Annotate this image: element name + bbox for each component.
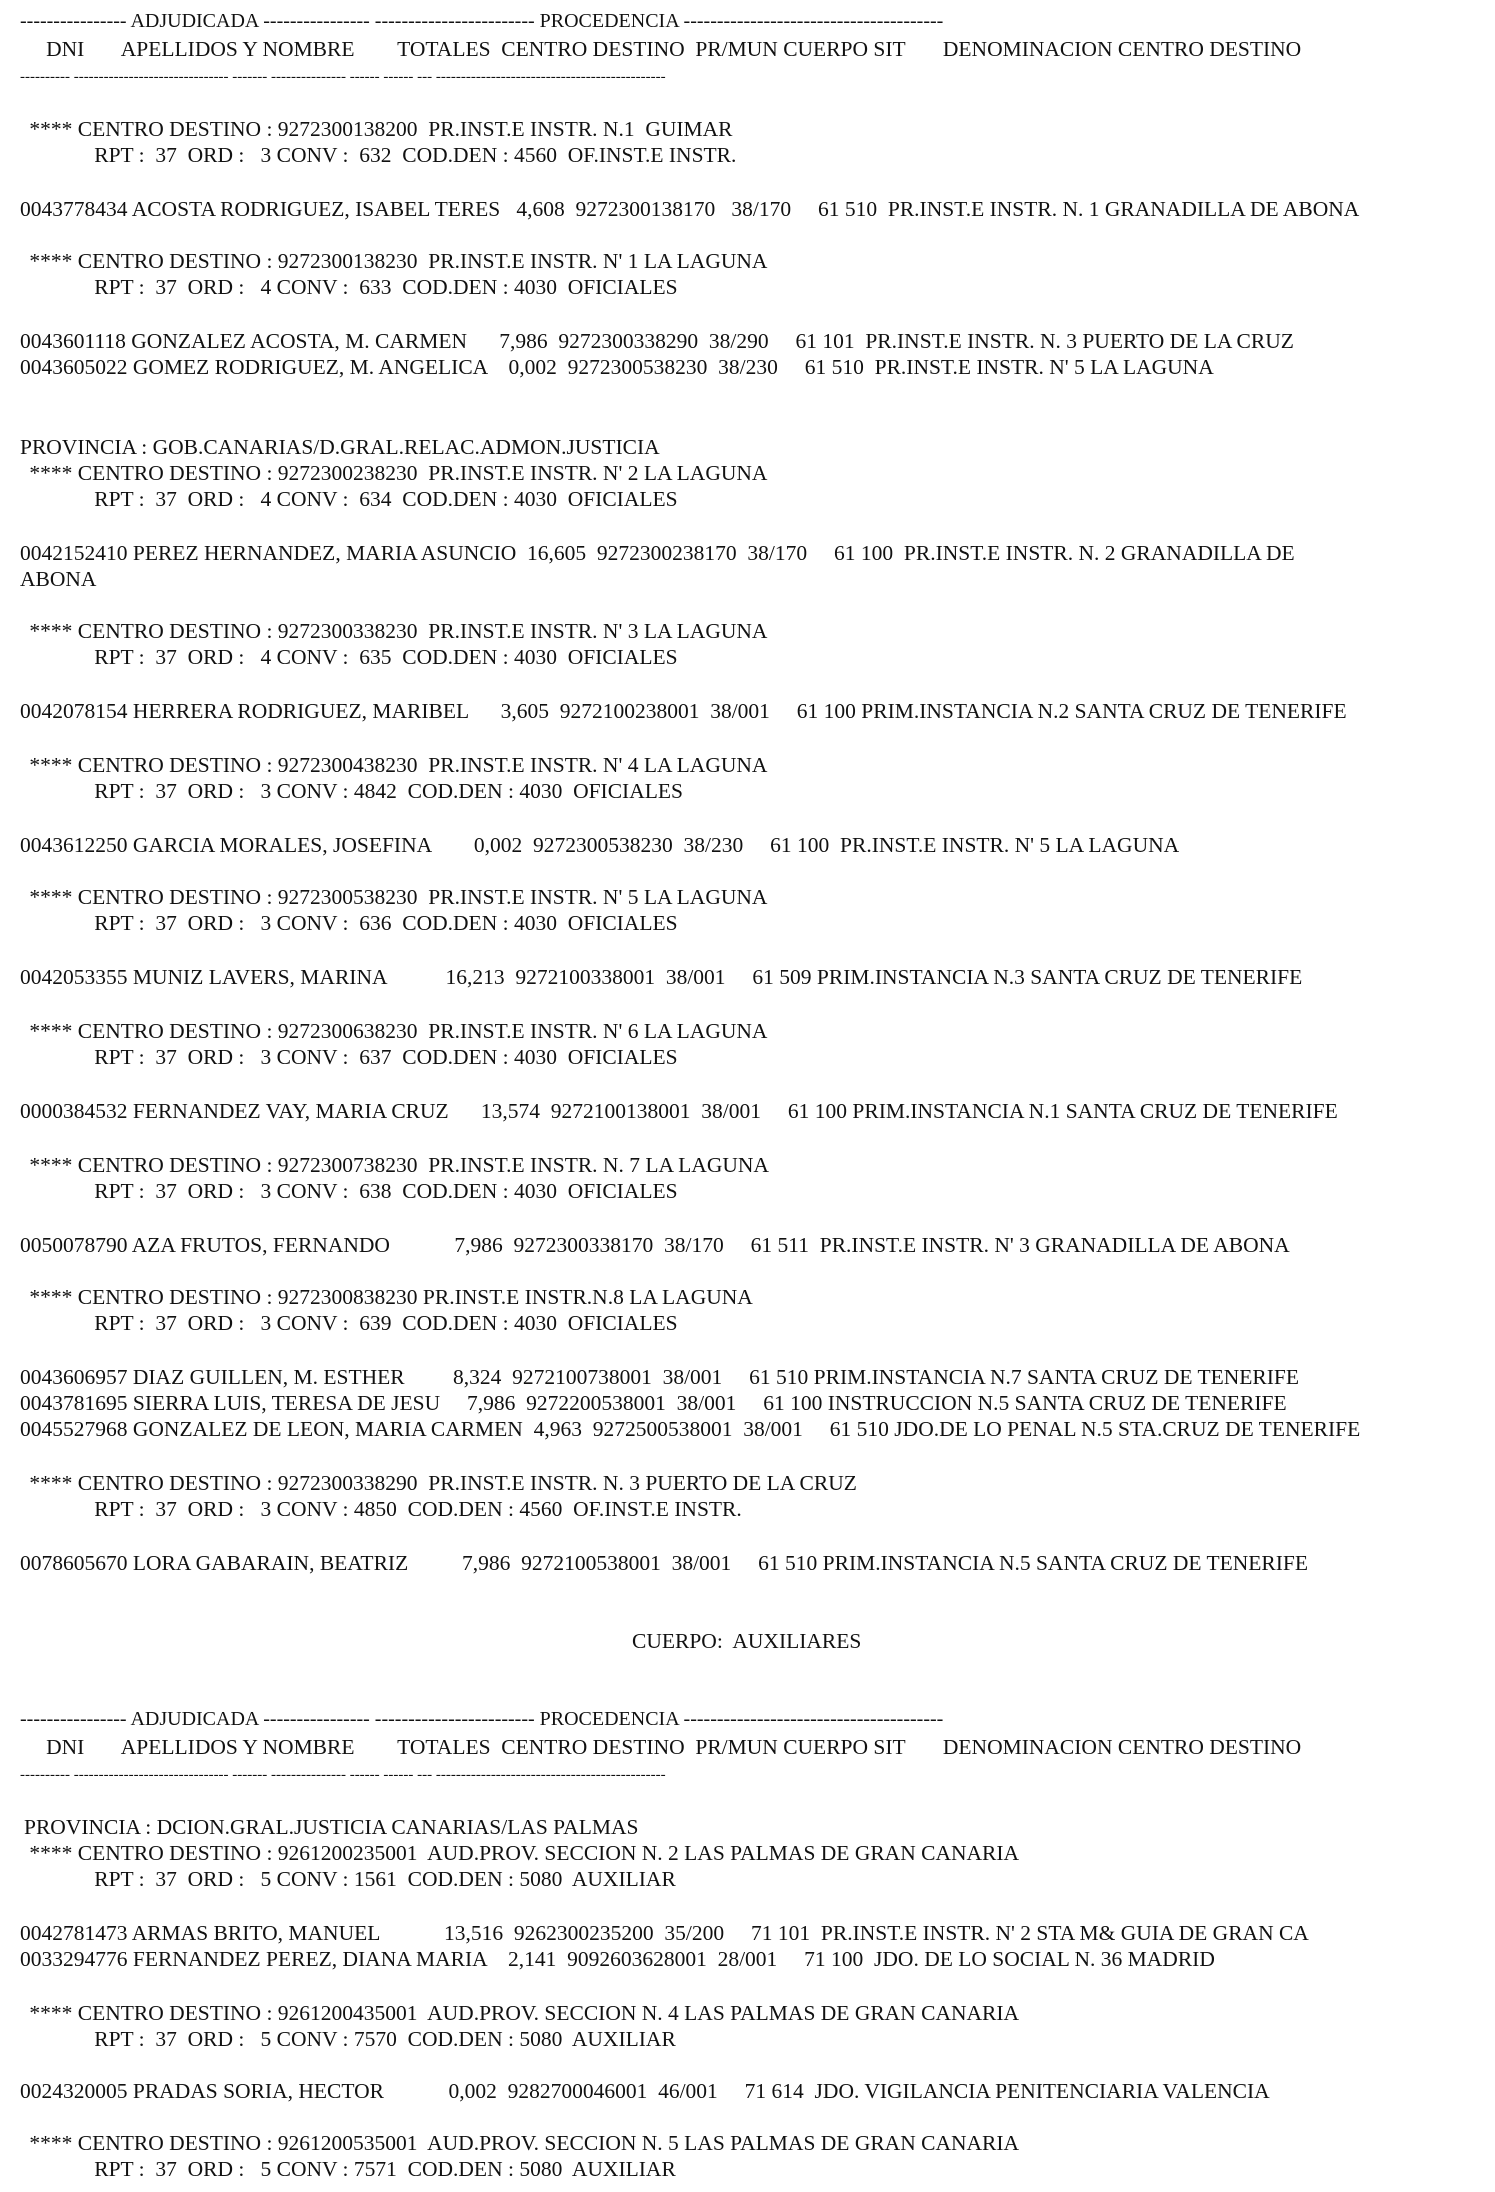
record-row: 0042152410 PEREZ HERNANDEZ, MARIA ASUNCIO 16,605 9272300238170 38/170 61 100 PR.INST.E INSTR. N. 2 GRANADILLA DE xyxy=(20,541,1295,565)
record-row: 0050078790 AZA FRUTOS, FERNANDO 7,986 9272300338170 38/170 61 511 PR.INST.E INSTR. N' 3 GRANADILLA DE ABONA xyxy=(20,1233,1290,1257)
record-row: 0043601118 GONZALEZ ACOSTA, M. CARMEN 7,986 9272300338290 38/290 61 101 PR.INST.E INSTR. N. 3 PUERTO DE LA CRUZ xyxy=(20,329,1294,353)
record-row: 0042078154 HERRERA RODRIGUEZ, MARIBEL 3,605 9272100238001 38/001 61 100 PRIM.INSTANCIA N.2 SANTA CRUZ DE TENERIFE xyxy=(20,699,1347,723)
centro-destino-line: **** CENTRO DESTINO : 9261200235001 AUD.PROV. SECCION N. 2 LAS PALMAS DE GRAN CANARIA xyxy=(24,1841,1020,1865)
rpt-line: RPT : 37 ORD : 3 CONV : 632 COD.DEN : 4560 OF.INST.E INSTR. xyxy=(62,143,737,167)
rpt-line: RPT : 37 ORD : 5 CONV : 7570 COD.DEN : 5080 AUXILIAR xyxy=(62,2027,676,2051)
record-row: 0024320005 PRADAS SORIA, HECTOR 0,002 9282700046001 46/001 71 614 JDO. VIGILANCIA PENITENCIARIA VALENCIA xyxy=(20,2079,1270,2103)
rpt-line: RPT : 37 ORD : 3 CONV : 4842 COD.DEN : 4030 OFICIALES xyxy=(62,779,683,803)
provincia-line: PROVINCIA : GOB.CANARIAS/D.GRAL.RELAC.ADMON.JUSTICIA xyxy=(20,435,660,459)
cuerpo-heading: CUERPO: AUXILIARES xyxy=(632,1629,862,1653)
record-row: 0033294776 FERNANDEZ PEREZ, DIANA MARIA 2,141 9092603628001 28/001 71 100 JDO. DE LO SOCIAL N. 36 MADRID xyxy=(20,1947,1215,1971)
record-row: 0043605022 GOMEZ RODRIGUEZ, M. ANGELICA 0,002 9272300538230 38/230 61 510 PR.INST.E INSTR. N' 5 LA LAGUNA xyxy=(20,355,1214,379)
record-row: 0000384532 FERNANDEZ VAY, MARIA CRUZ 13,574 9272100138001 38/001 61 100 PRIM.INSTANCIA N.1 SANTA CRUZ DE TENERIFE xyxy=(20,1099,1338,1123)
centro-destino-line: **** CENTRO DESTINO : 9272300838230 PR.INST.E INSTR.N.8 LA LAGUNA xyxy=(24,1285,753,1309)
centro-destino-line: **** CENTRO DESTINO : 9272300238230 PR.INST.E INSTR. N' 2 LA LAGUNA xyxy=(24,461,768,485)
centro-destino-line: **** CENTRO DESTINO : 9272300438230 PR.INST.E INSTR. N' 4 LA LAGUNA xyxy=(24,753,768,777)
centro-destino-line: **** CENTRO DESTINO : 9272300738230 PR.INST.E INSTR. N. 7 LA LAGUNA xyxy=(24,1153,769,1177)
column-header: DNI APELLIDOS Y NOMBRE TOTALES CENTRO DESTINO PR/MUN CUERPO SIT DENOMINACION CENTRO DESTINO xyxy=(30,37,1302,61)
rpt-line: RPT : 37 ORD : 3 CONV : 636 COD.DEN : 4030 OFICIALES xyxy=(62,911,678,935)
centro-destino-line: **** CENTRO DESTINO : 9272300638230 PR.INST.E INSTR. N' 6 LA LAGUNA xyxy=(24,1019,768,1043)
rpt-line: RPT : 37 ORD : 4 CONV : 633 COD.DEN : 4030 OFICIALES xyxy=(62,275,678,299)
record-row: 0042053355 MUNIZ LAVERS, MARINA 16,213 9272100338001 38/001 61 509 PRIM.INSTANCIA N.3 SANTA CRUZ DE TENERIFE xyxy=(20,965,1303,989)
centro-destino-line: **** CENTRO DESTINO : 9261200435001 AUD.PROV. SECCION N. 4 LAS PALMAS DE GRAN CANARIA xyxy=(24,2001,1020,2025)
rpt-line: RPT : 37 ORD : 3 CONV : 4850 COD.DEN : 4560 OF.INST.E INSTR. xyxy=(62,1497,742,1521)
header-rule-top: ---------------- ADJUDICADA ---------------- ------------------------ PROCEDENCIA --------------------------------------- xyxy=(20,1708,944,1730)
record-row: 0043612250 GARCIA MORALES, JOSEFINA 0,002 9272300538230 38/230 61 100 PR.INST.E INSTR. N' 5 LA LAGUNA xyxy=(20,833,1180,857)
rpt-line: RPT : 37 ORD : 4 CONV : 634 COD.DEN : 4030 OFICIALES xyxy=(62,487,678,511)
record-row-continuation: ABONA xyxy=(20,567,97,591)
record-row: 0045527968 GONZALEZ DE LEON, MARIA CARMEN 4,963 9272500538001 38/001 61 510 JDO.DE LO PENAL N.5 STA.CRUZ DE TENERIFE xyxy=(20,1417,1361,1441)
centro-destino-line: **** CENTRO DESTINO : 9272300138200 PR.INST.E INSTR. N.1 GUIMAR xyxy=(24,117,733,141)
record-row: 0042781473 ARMAS BRITO, MANUEL 13,516 9262300235200 35/200 71 101 PR.INST.E INSTR. N' 2 STA M& GUIA DE GRAN CA xyxy=(20,1921,1309,1945)
record-row: 0043606957 DIAZ GUILLEN, M. ESTHER 8,324 9272100738001 38/001 61 510 PRIM.INSTANCIA N.7 SANTA CRUZ DE TENERIFE xyxy=(20,1365,1299,1389)
centro-destino-line: **** CENTRO DESTINO : 9261200535001 AUD.PROV. SECCION N. 5 LAS PALMAS DE GRAN CANARIA xyxy=(24,2131,1020,2155)
rpt-line: RPT : 37 ORD : 3 CONV : 639 COD.DEN : 4030 OFICIALES xyxy=(62,1311,678,1335)
centro-destino-line: **** CENTRO DESTINO : 9272300338230 PR.INST.E INSTR. N' 3 LA LAGUNA xyxy=(24,619,768,643)
header-rule-top: ---------------- ADJUDICADA ---------------- ------------------------ PROCEDENCIA --------------------------------------- xyxy=(20,10,944,32)
column-header: DNI APELLIDOS Y NOMBRE TOTALES CENTRO DESTINO PR/MUN CUERPO SIT DENOMINACION CENTRO DESTINO xyxy=(30,1735,1302,1759)
centro-destino-line: **** CENTRO DESTINO : 9272300338290 PR.INST.E INSTR. N. 3 PUERTO DE LA CRUZ xyxy=(24,1471,857,1495)
rpt-line: RPT : 37 ORD : 3 CONV : 637 COD.DEN : 4030 OFICIALES xyxy=(62,1045,678,1069)
record-row: 0043781695 SIERRA LUIS, TERESA DE JESU 7,986 9272200538001 38/001 61 100 INSTRUCCION N.5 SANTA CRUZ DE TENERIFE xyxy=(20,1391,1287,1415)
provincia-line: PROVINCIA : DCION.GRAL.JUSTICIA CANARIAS/LAS PALMAS xyxy=(24,1815,639,1839)
record-row: 0078605670 LORA GABARAIN, BEATRIZ 7,986 9272100538001 38/001 61 510 PRIM.INSTANCIA N.5 SANTA CRUZ DE TENERIFE xyxy=(20,1551,1308,1575)
rpt-line: RPT : 37 ORD : 5 CONV : 7571 COD.DEN : 5080 AUXILIAR xyxy=(62,2157,676,2181)
centro-destino-line: **** CENTRO DESTINO : 9272300138230 PR.INST.E INSTR. N' 1 LA LAGUNA xyxy=(24,249,768,273)
rpt-line: RPT : 37 ORD : 5 CONV : 1561 COD.DEN : 5080 AUXILIAR xyxy=(62,1867,676,1891)
centro-destino-line: **** CENTRO DESTINO : 9272300538230 PR.INST.E INSTR. N' 5 LA LAGUNA xyxy=(24,885,768,909)
record-row: 0043778434 ACOSTA RODRIGUEZ, ISABEL TERES 4,608 9272300138170 38/170 61 510 PR.INST.E INSTR. N. 1 GRANADILLA DE ABONA xyxy=(20,197,1360,221)
header-rule-bottom: ---------- ------------------------------- ------- --------------- ------ ------ --- ---------------------------------------------- xyxy=(20,1767,666,1783)
rpt-line: RPT : 37 ORD : 4 CONV : 635 COD.DEN : 4030 OFICIALES xyxy=(62,645,678,669)
header-rule-bottom: ---------- ------------------------------- ------- --------------- ------ ------ --- ---------------------------------------------- xyxy=(20,69,666,85)
rpt-line: RPT : 37 ORD : 3 CONV : 638 COD.DEN : 4030 OFICIALES xyxy=(62,1179,678,1203)
